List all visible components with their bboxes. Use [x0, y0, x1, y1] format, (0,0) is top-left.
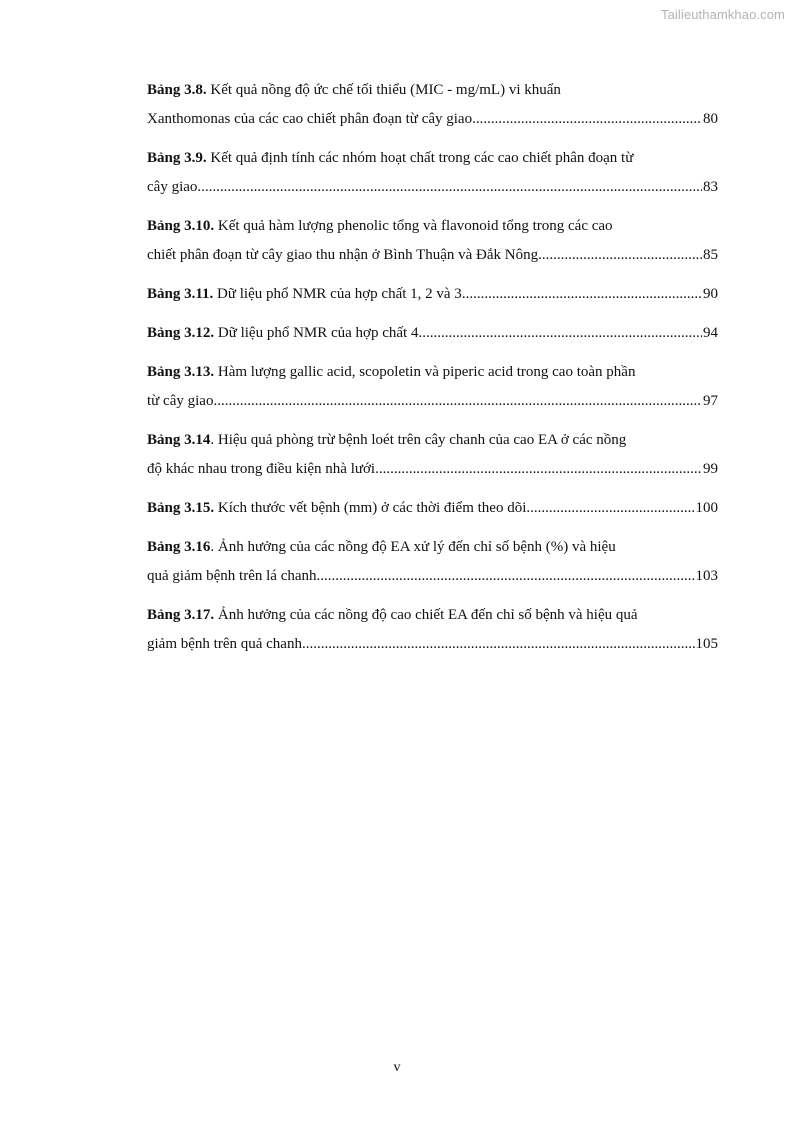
- toc-entry-last-line: [147, 630, 718, 659]
- toc-entry-title: . Ảnh hưởng của các nồng độ EA xử lý đến chỉ số bệnh (%) và hiệu: [210, 539, 616, 555]
- toc-entry-label: Bảng 3.8.: [147, 82, 207, 98]
- dot-leader: [317, 562, 695, 591]
- toc-entry-page: 83: [703, 179, 718, 195]
- toc-entry-title-continued: độ khác nhau trong điều kiện nhà lưới: [147, 461, 376, 477]
- toc-entry-last-line: [147, 455, 718, 484]
- toc-entry-first-line: [147, 358, 718, 387]
- dot-leader: [213, 387, 702, 416]
- toc-entry-page: 80: [703, 111, 718, 127]
- toc-entry-text: [147, 319, 418, 348]
- watermark-text: Tailieuthamkhao.com: [660, 7, 785, 22]
- toc-entry-label: Bảng 3.17.: [147, 607, 215, 623]
- toc-entry-title: Dữ liệu phổ NMR của hợp chất 4: [214, 325, 419, 341]
- toc-entry-title-continued: Xanthomonas của các cao chiết phân đoạn từ cây giao: [147, 111, 473, 127]
- toc-entry-3-12[interactable]: [147, 319, 718, 348]
- toc-entry-page: 85: [703, 247, 718, 263]
- toc-entry-single-line: [147, 319, 718, 348]
- toc-entry-single-line: [147, 280, 718, 309]
- toc-entry-title: Kết quả nồng độ ức chế tối thiểu (MIC - mg/mL) vi khuẩn: [206, 82, 561, 98]
- toc-entry-title: . Hiệu quả phòng trừ bệnh loét trên cây chanh của cao EA ở các nồng: [210, 432, 627, 448]
- toc-entry-last-line: [147, 105, 718, 134]
- toc-entry-title-continued: chiết phân đoạn từ cây giao thu nhận ở Bình Thuận và Đắk Nông: [147, 247, 539, 263]
- toc-entry-label: Bảng 3.12.: [147, 325, 215, 341]
- toc-entry-label: Bảng 3.15.: [147, 500, 215, 516]
- toc-entry-last-line: [147, 173, 718, 202]
- toc-entry-page: 94: [703, 325, 718, 341]
- toc-entry-label: Bảng 3.11.: [147, 286, 214, 302]
- dot-leader: [538, 241, 702, 270]
- toc-entry-first-line: [147, 426, 718, 455]
- toc-entry-3-16[interactable]: [147, 533, 718, 591]
- table-of-contents: [147, 76, 718, 669]
- page-number: v: [393, 1060, 401, 1075]
- toc-entry-label: Bảng 3.14: [147, 432, 211, 448]
- dot-leader: [302, 630, 695, 659]
- toc-entry-last-line: [147, 562, 718, 591]
- dot-leader: [526, 494, 694, 523]
- toc-entry-label: Bảng 3.13.: [147, 364, 215, 380]
- toc-entry-last-line: [147, 387, 718, 416]
- toc-entry-page: 90: [703, 286, 718, 302]
- toc-entry-first-line: [147, 76, 718, 105]
- toc-entry-title-continued: cây giao: [147, 179, 198, 195]
- toc-entry-title-continued: quả giảm bệnh trên lá chanh: [147, 568, 317, 584]
- toc-entry-title: Ảnh hưởng của các nồng độ cao chiết EA đến chỉ số bệnh và hiệu quả: [214, 607, 638, 623]
- toc-entry-3-11[interactable]: [147, 280, 718, 309]
- toc-entry-3-8[interactable]: [147, 76, 718, 134]
- toc-entry-title: Kích thước vết bệnh (mm) ở các thời điểm theo dõi: [214, 500, 527, 516]
- toc-entry-single-line: [147, 494, 718, 523]
- toc-entry-3-15[interactable]: [147, 494, 718, 523]
- dot-leader: [375, 455, 702, 484]
- dot-leader: [197, 173, 702, 202]
- toc-entry-first-line: [147, 144, 718, 173]
- toc-entry-label: Bảng 3.9.: [147, 150, 207, 166]
- toc-entry-3-10[interactable]: [147, 212, 718, 270]
- toc-entry-first-line: [147, 533, 718, 562]
- toc-entry-3-9[interactable]: [147, 144, 718, 202]
- toc-entry-text: [147, 494, 526, 523]
- toc-entry-first-line: [147, 212, 718, 241]
- dot-leader: [472, 105, 702, 134]
- toc-entry-title: Dữ liệu phổ NMR của hợp chất 1, 2 và 3: [213, 286, 462, 302]
- toc-entry-page: 105: [695, 636, 718, 652]
- toc-entry-title-continued: giảm bệnh trên quả chanh: [147, 636, 302, 652]
- toc-entry-first-line: [147, 601, 718, 630]
- toc-entry-title-continued: từ cây giao: [147, 393, 214, 409]
- toc-entry-3-14[interactable]: [147, 426, 718, 484]
- dot-leader: [462, 280, 702, 309]
- toc-entry-3-17[interactable]: [147, 601, 718, 659]
- toc-entry-page: 100: [695, 500, 718, 516]
- toc-entry-3-13[interactable]: [147, 358, 718, 416]
- dot-leader: [418, 319, 702, 348]
- toc-entry-page: 103: [695, 568, 718, 584]
- toc-entry-page: 97: [703, 393, 718, 409]
- toc-entry-text: [147, 280, 462, 309]
- toc-entry-label: Bảng 3.16: [147, 539, 211, 555]
- toc-entry-page: 99: [703, 461, 718, 477]
- toc-entry-title: Hàm lượng gallic acid, scopoletin và piperic acid trong cao toàn phần: [214, 364, 636, 380]
- toc-entry-title: Kết quả hàm lượng phenolic tổng và flavonoid tổng trong các cao: [214, 218, 613, 234]
- toc-entry-last-line: [147, 241, 718, 270]
- toc-entry-label: Bảng 3.10.: [147, 218, 215, 234]
- toc-entry-title: Kết quả định tính các nhóm hoạt chất trong các cao chiết phân đoạn từ: [206, 150, 634, 166]
